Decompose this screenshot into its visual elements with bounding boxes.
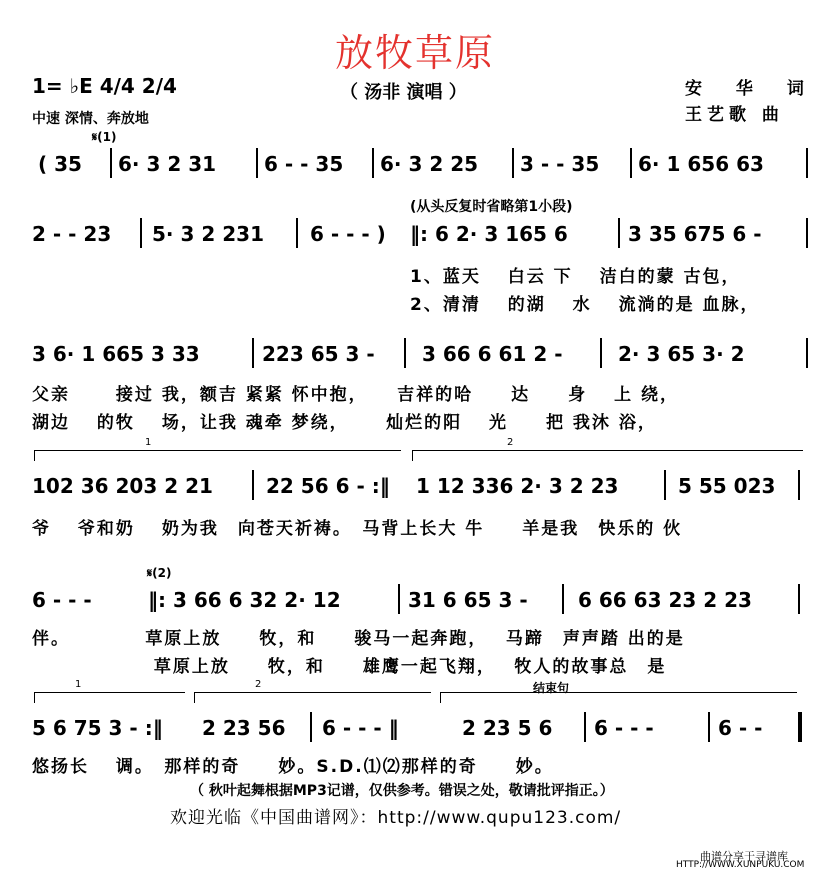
- segno-marker-1: 𝄋(1): [92, 130, 117, 144]
- singer-credit: （ 汤非 演唱 ）: [340, 82, 467, 103]
- barline: [584, 712, 586, 742]
- barline: [806, 148, 808, 178]
- measure: ‖: 6 2· 3 165 6: [410, 222, 568, 246]
- lyric-verse-1: 伴。 草原上放 牧，和 骏马一起奔跑， 马蹄 声声踏 出的是: [32, 629, 685, 649]
- barline: [372, 148, 374, 178]
- measure: 31 6 65 3 -: [408, 588, 528, 612]
- measure: 3 66 6 61 2 -: [422, 342, 563, 366]
- lyricist-credit: 安 华 词: [685, 79, 818, 99]
- barline: [708, 712, 710, 742]
- volta-label: 2: [507, 437, 514, 448]
- volta-bracket-1: [34, 437, 401, 461]
- barline: [630, 148, 632, 178]
- barline: [798, 470, 800, 500]
- lyric-verse-2: 湖边 的牧 场，让我 魂牵 梦绕， 灿烂的阳 光 把 我沐 浴，: [32, 413, 657, 433]
- transcriber-note: （ 秋叶起舞根据MP3记谱，仅供参考。错误之处，敬请批评指正。）: [190, 783, 614, 799]
- volta-label: 1: [75, 679, 82, 690]
- measure: 5· 3 2 231: [152, 222, 264, 246]
- measure: 1 12 336 2· 3 2 23: [416, 474, 619, 498]
- lyric-verse-1: 父亲 接过 我，额吉 紧紧 怀中抱， 吉祥的哈 达 身 上 绕，: [32, 385, 680, 405]
- barline: [398, 584, 400, 614]
- barline: [252, 470, 254, 500]
- tempo-marking: 中速 深情、奔放地: [32, 111, 149, 127]
- barline: [404, 338, 406, 368]
- score-row-2: [28, 222, 808, 252]
- measure: 2 23 56: [202, 716, 286, 740]
- measure: 6 - - -: [32, 588, 92, 612]
- measure: 5 55 023: [678, 474, 776, 498]
- score-row-1: [28, 152, 808, 182]
- measure: 3 35 675 6 -: [628, 222, 762, 246]
- lyric-line: 爷 爷和奶 奶为我 向苍天祈祷。 马背上长大 牛 羊是我 快乐的 伙: [32, 519, 683, 539]
- lyric-line: 悠扬长 调。 那样的奇 妙。S.D.⑴⑵那样的奇 妙。: [32, 757, 554, 777]
- measure: 3 - - 35: [520, 152, 600, 176]
- measure: 6· 3 2 31: [118, 152, 217, 176]
- measure: 6 66 63 23 2 23: [578, 588, 752, 612]
- volta-bracket-2: [412, 437, 803, 461]
- segno-marker-2: 𝄋(2): [147, 566, 172, 580]
- measure: 6 - - - ): [310, 222, 386, 246]
- barline: [256, 148, 258, 178]
- barline: [110, 148, 112, 178]
- barline: [562, 584, 564, 614]
- measure: ‖: 3 66 6 32 2· 12: [148, 588, 341, 612]
- score-row-5: [28, 588, 808, 618]
- barline: [600, 338, 602, 368]
- barline: [618, 218, 620, 248]
- measure: 102 36 203 2 21: [32, 474, 213, 498]
- barline: [806, 338, 808, 368]
- barline: [512, 148, 514, 178]
- welcome-link[interactable]: 欢迎光临《中国曲谱网》：http://www.qupu123.com/: [170, 808, 622, 828]
- barline: [798, 584, 800, 614]
- volta-bracket-2: [194, 679, 431, 703]
- measure: 6 - - -: [594, 716, 654, 740]
- final-barline: [798, 712, 802, 742]
- lyric-verse-2: 2、清清 的湖 水 流淌的是 血脉，: [410, 295, 760, 315]
- key-signature: 1= ♭E 4/4 2/4: [32, 74, 177, 98]
- watermark-text: 曲谱分享于寻谱库: [700, 850, 788, 863]
- page-title: 放牧草原: [334, 31, 495, 75]
- measure: 6 - - 35: [264, 152, 344, 176]
- barline: [310, 712, 312, 742]
- barline: [664, 470, 666, 500]
- watermark-url: HTTP://WWW.XUNPUKU.COM: [676, 860, 805, 870]
- score-row-6: [28, 716, 808, 746]
- measure: 2· 3 65 3· 2: [618, 342, 745, 366]
- measure: 6 - -: [718, 716, 763, 740]
- measure: 6· 1 656 63: [638, 152, 764, 176]
- measure: 6· 3 2 25: [380, 152, 479, 176]
- volta-label: 1: [145, 437, 152, 448]
- volta-label: 2: [255, 679, 262, 690]
- volta-bracket-1: [34, 679, 185, 703]
- measure: 2 23 5 6: [462, 716, 553, 740]
- measure: 5 6 75 3 - :‖: [32, 716, 163, 740]
- barline: [806, 218, 808, 248]
- measure: 6 - - - ‖: [322, 716, 399, 740]
- measure: 3 6· 1 665 3 33: [32, 342, 200, 366]
- score-row-4: [28, 474, 808, 504]
- ending-label: 结束句: [533, 681, 570, 695]
- measure: ( 35: [38, 152, 82, 176]
- barline: [252, 338, 254, 368]
- barline: [296, 218, 298, 248]
- barline: [140, 218, 142, 248]
- score-row-3: [28, 342, 808, 372]
- ending-bracket: [440, 681, 797, 703]
- measure: 2 - - 23: [32, 222, 112, 246]
- composer-credit: 王艺歌 曲: [685, 105, 784, 125]
- measure: 22 56 6 - :‖: [266, 474, 390, 498]
- measure: 223 65 3 -: [262, 342, 375, 366]
- lyric-verse-2: 草原上放 牧，和 雄鹰一起飞翔， 牧人的故事总 是: [32, 657, 667, 677]
- lyric-verse-1: 1、蓝天 白云 下 洁白的蒙 古包，: [410, 267, 741, 287]
- repeat-note: (从头反复时省略第1小段): [410, 199, 573, 215]
